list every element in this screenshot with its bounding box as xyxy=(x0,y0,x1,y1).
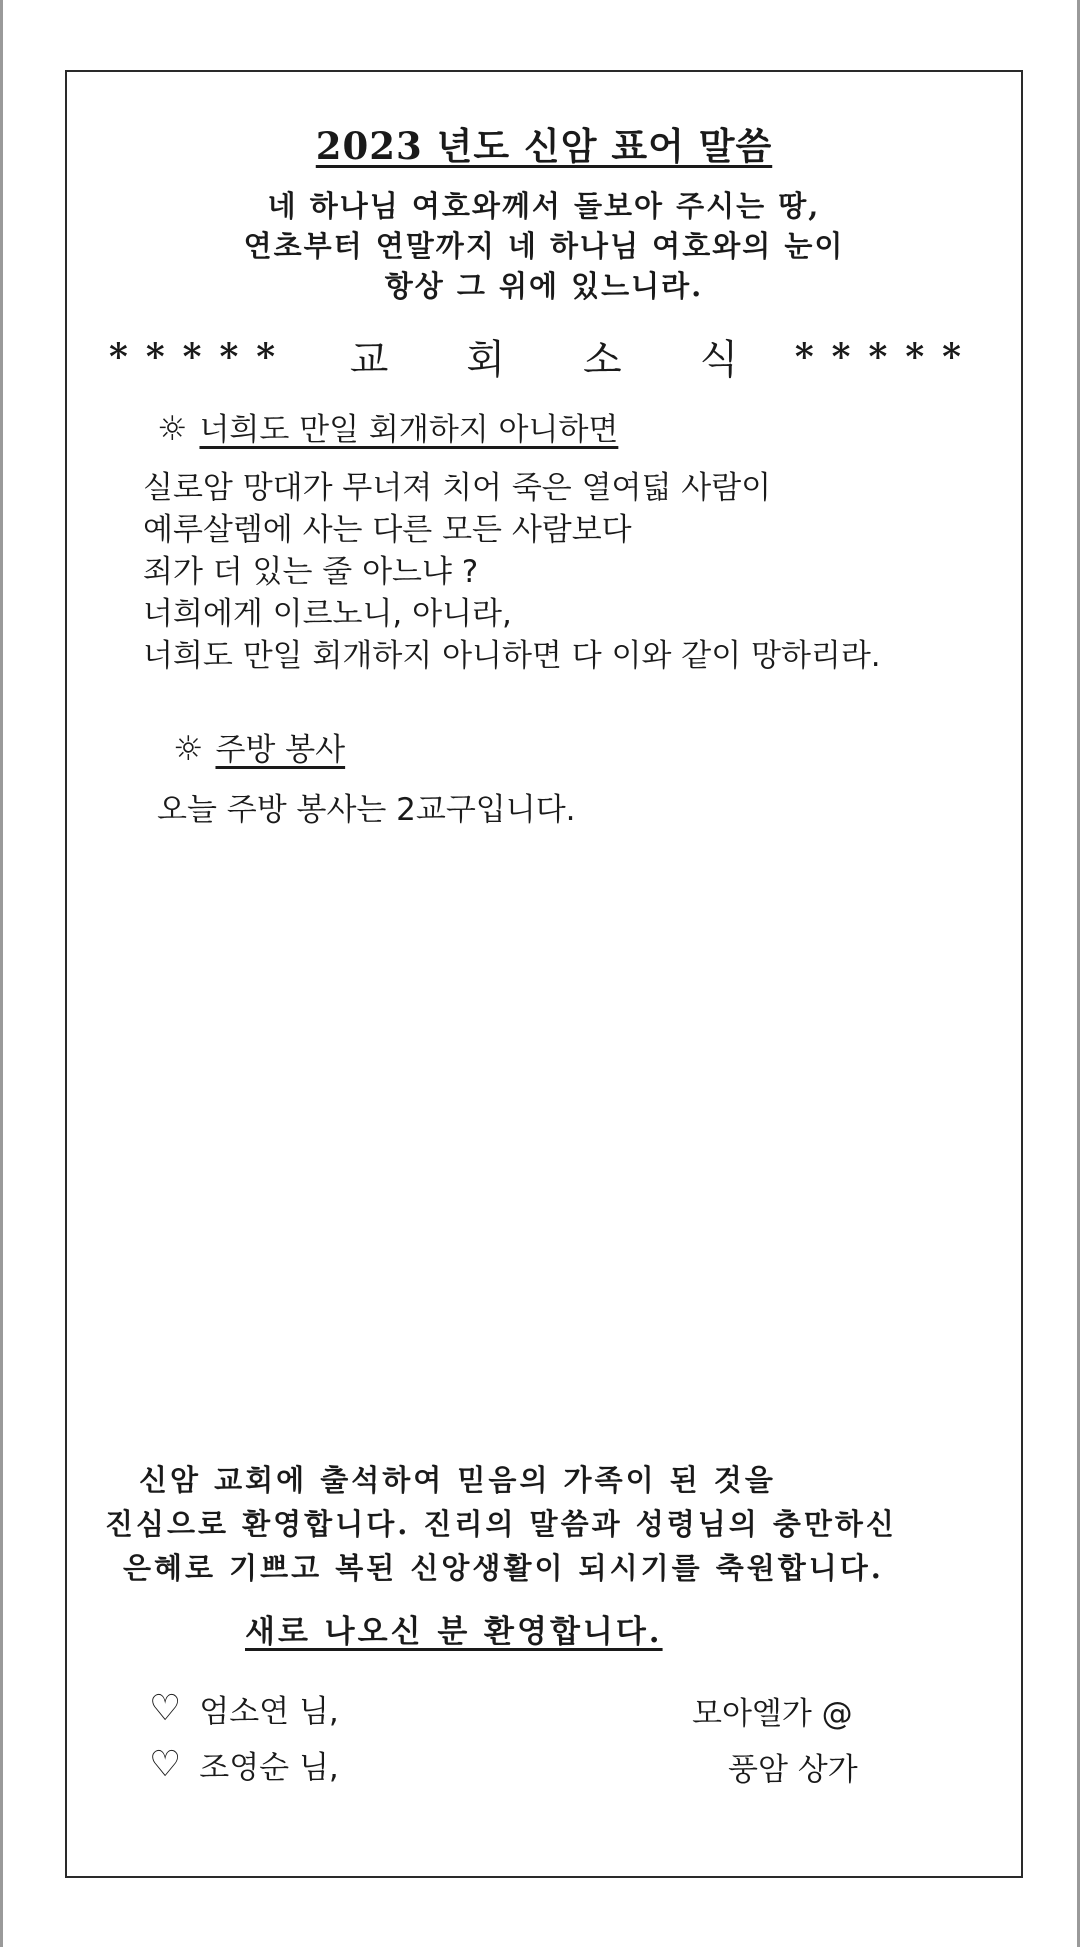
welcome-line: 신암 교회에 출석하여 믿음의 가족이 된 것을 xyxy=(139,1463,776,1497)
motto-verse-line: 항상 그 위에 있느니라. xyxy=(384,269,704,303)
heart-icon: ♡ xyxy=(149,1688,182,1729)
right-stars: ***** xyxy=(794,335,979,378)
section-body-line: 실로암 망대가 무너져 치어 죽은 열여덟 사람이 xyxy=(143,470,772,506)
sun-icon: ☼ xyxy=(173,729,204,769)
news-char: 소 xyxy=(583,337,622,383)
newcomer-row xyxy=(149,1742,339,1787)
sun-icon: ☼ xyxy=(157,409,188,449)
section-title-repent xyxy=(157,404,618,449)
motto-verse-line: 네 하나님 여호와께서 돌보아 주시는 땅, xyxy=(267,189,821,223)
heart-icon: ♡ xyxy=(149,1744,182,1785)
welcome-line: 진심으로 환영합니다. 진리의 말씀과 성령님의 충만하신 xyxy=(105,1507,897,1541)
news-char: 식 xyxy=(699,337,739,383)
church-news-heading xyxy=(109,328,979,385)
section-title-text: 너희도 만일 회개하지 아니하면 xyxy=(199,412,619,448)
newcomer-note: 풍암 상가 xyxy=(728,1752,858,1788)
newcomer-note: 모아엘가 @ xyxy=(692,1696,853,1732)
section-body-line: 너희도 만일 회개하지 아니하면 다 이와 같이 망하리라. xyxy=(143,638,881,674)
viewer-left-edge xyxy=(0,0,3,1947)
newcomer-name: 엄소연 님, xyxy=(199,1694,339,1730)
section-body-line: 너희에게 이르노니, 아니라, xyxy=(143,596,512,632)
motto-title: 2023 년도 신암 표어 말씀 xyxy=(315,124,773,168)
newcomer-row xyxy=(149,1686,339,1731)
section-title-kitchen xyxy=(173,724,345,769)
newcomer-welcome-title: 새로 나오신 분 환영합니다. xyxy=(245,1614,663,1650)
section-title-text: 주방 봉사 xyxy=(215,732,346,768)
news-char: 회 xyxy=(466,337,505,383)
motto-verse-line: 연초부터 연말까지 네 하나님 여호와의 눈이 xyxy=(243,229,845,263)
left-stars: ***** xyxy=(109,335,294,378)
news-char: 교 xyxy=(349,337,389,383)
section-body-line: 오늘 주방 봉사는 2교구입니다. xyxy=(157,792,576,828)
section-body-line: 예루살렘에 사는 다른 모든 사람보다 xyxy=(143,512,632,548)
newcomer-name: 조영순 님, xyxy=(199,1750,339,1786)
section-body-line: 죄가 더 있는 줄 아느냐 ? xyxy=(143,554,479,590)
news-heading-text xyxy=(350,328,739,385)
welcome-line: 은혜로 기쁘고 복된 신앙생활이 되시기를 축원합니다. xyxy=(123,1551,884,1585)
bulletin-page xyxy=(65,70,1023,1878)
